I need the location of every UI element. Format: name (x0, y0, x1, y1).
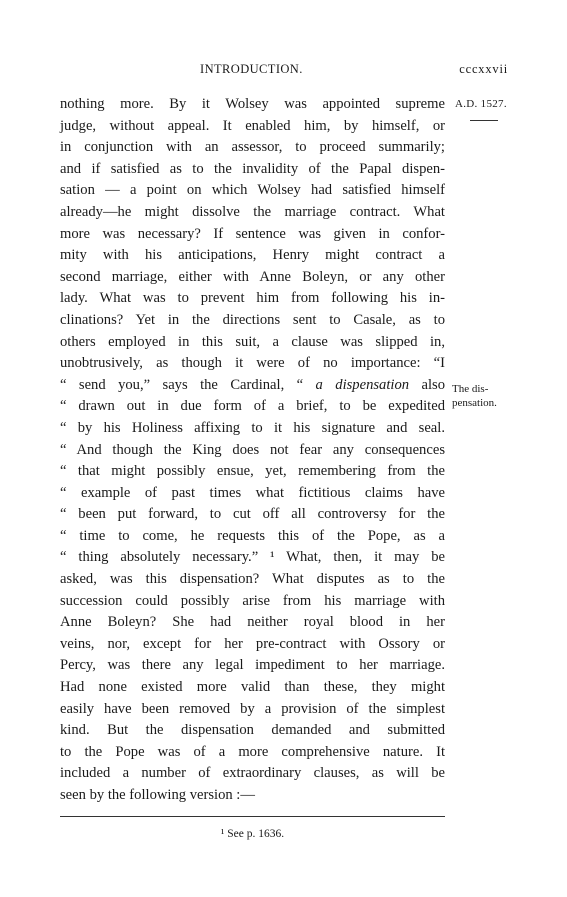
margin-date: A.D. 1527. (455, 98, 507, 110)
text-line: in conjunction with an assessor, to proceed summarily; (60, 139, 445, 156)
text-line: kind. But the dispensation demanded and submitted (60, 722, 445, 739)
text-line: “ drawn out in due form of a brief, to be expedited (60, 398, 445, 415)
text-line: lady. What was to prevent him from following his in- (60, 290, 445, 307)
text-line: easily have been removed by a provision of the simplest (60, 700, 445, 717)
text-line: “ send you,” says the Cardinal, “ a dispensation also (60, 376, 445, 393)
text-line: sation — a point on which Wolsey had satisfied himself (60, 182, 445, 199)
text-line: second marriage, either with Anne Boleyn, or any other (60, 268, 445, 285)
text-line: Anne Boleyn? She had neither royal blood in her (60, 614, 445, 631)
text-line: judge, without appeal. It enabled him, by himself, or (60, 117, 445, 134)
text-line: and if satisfied as to the invalidity of the Papal dispen- (60, 160, 445, 177)
text-line: “ time to come, he requests this of the Pope, as a (60, 527, 445, 544)
text-line: unobtrusively, as though it were of no importance: “I (60, 355, 445, 372)
running-title: INTRODUCTION. (200, 62, 303, 76)
margin-note (452, 382, 532, 410)
text-line: “ And though the King does not fear any consequences (60, 441, 445, 458)
text-line: clinations? Yet in the directions sent to Casale, as to (60, 311, 445, 328)
text-line: more was necessary? If sentence was given in confor- (60, 225, 445, 242)
text-line: mity with his anticipations, Henry might contract a (60, 247, 445, 264)
text-line: nothing more. By it Wolsey was appointed supreme (60, 96, 445, 112)
margin-note-line: pensation. (452, 397, 497, 409)
margin-note-line: The dis- (452, 383, 489, 395)
text-line: “ thing absolutely necessary.” ¹ What, then, it may be (60, 549, 445, 566)
running-header (60, 62, 508, 80)
text-line: succession could possibly arise from his marriage with (60, 592, 445, 609)
page-number: cccxxvii (459, 62, 508, 76)
text-line: included a number of extraordinary clauses, as will be (60, 765, 445, 782)
text-line: “ that might possibly ensue, yet, remembering from the (60, 463, 445, 480)
text-line: Percy, was there any legal impediment to her marriage. (60, 657, 445, 674)
text-line: “ been put forward, to cut off all controversy for the (60, 506, 445, 523)
text-line: seen by the following version :— (60, 787, 255, 803)
text-line: others employed in this suit, a clause was slipped in, (60, 333, 445, 350)
text-line: veins, nor, except for her pre-contract with Ossory or (60, 635, 445, 652)
text-line: Had none existed more valid than these, they might (60, 679, 445, 696)
text-line: already—he might dissolve the marriage contract. What (60, 203, 445, 220)
footnote: ¹ See p. 1636. (220, 828, 285, 840)
footnote-rule (60, 816, 445, 817)
margin-rule (470, 120, 498, 121)
text-line: asked, was this dispensation? What disputes as to the (60, 571, 445, 588)
text-line: to the Pope was of a more comprehensive nature. It (60, 743, 445, 760)
text-line: “ by his Holiness affixing to it his signature and seal. (60, 419, 445, 436)
text-line: “ example of past times what fictitious claims have (60, 484, 445, 501)
body-text (60, 94, 445, 807)
